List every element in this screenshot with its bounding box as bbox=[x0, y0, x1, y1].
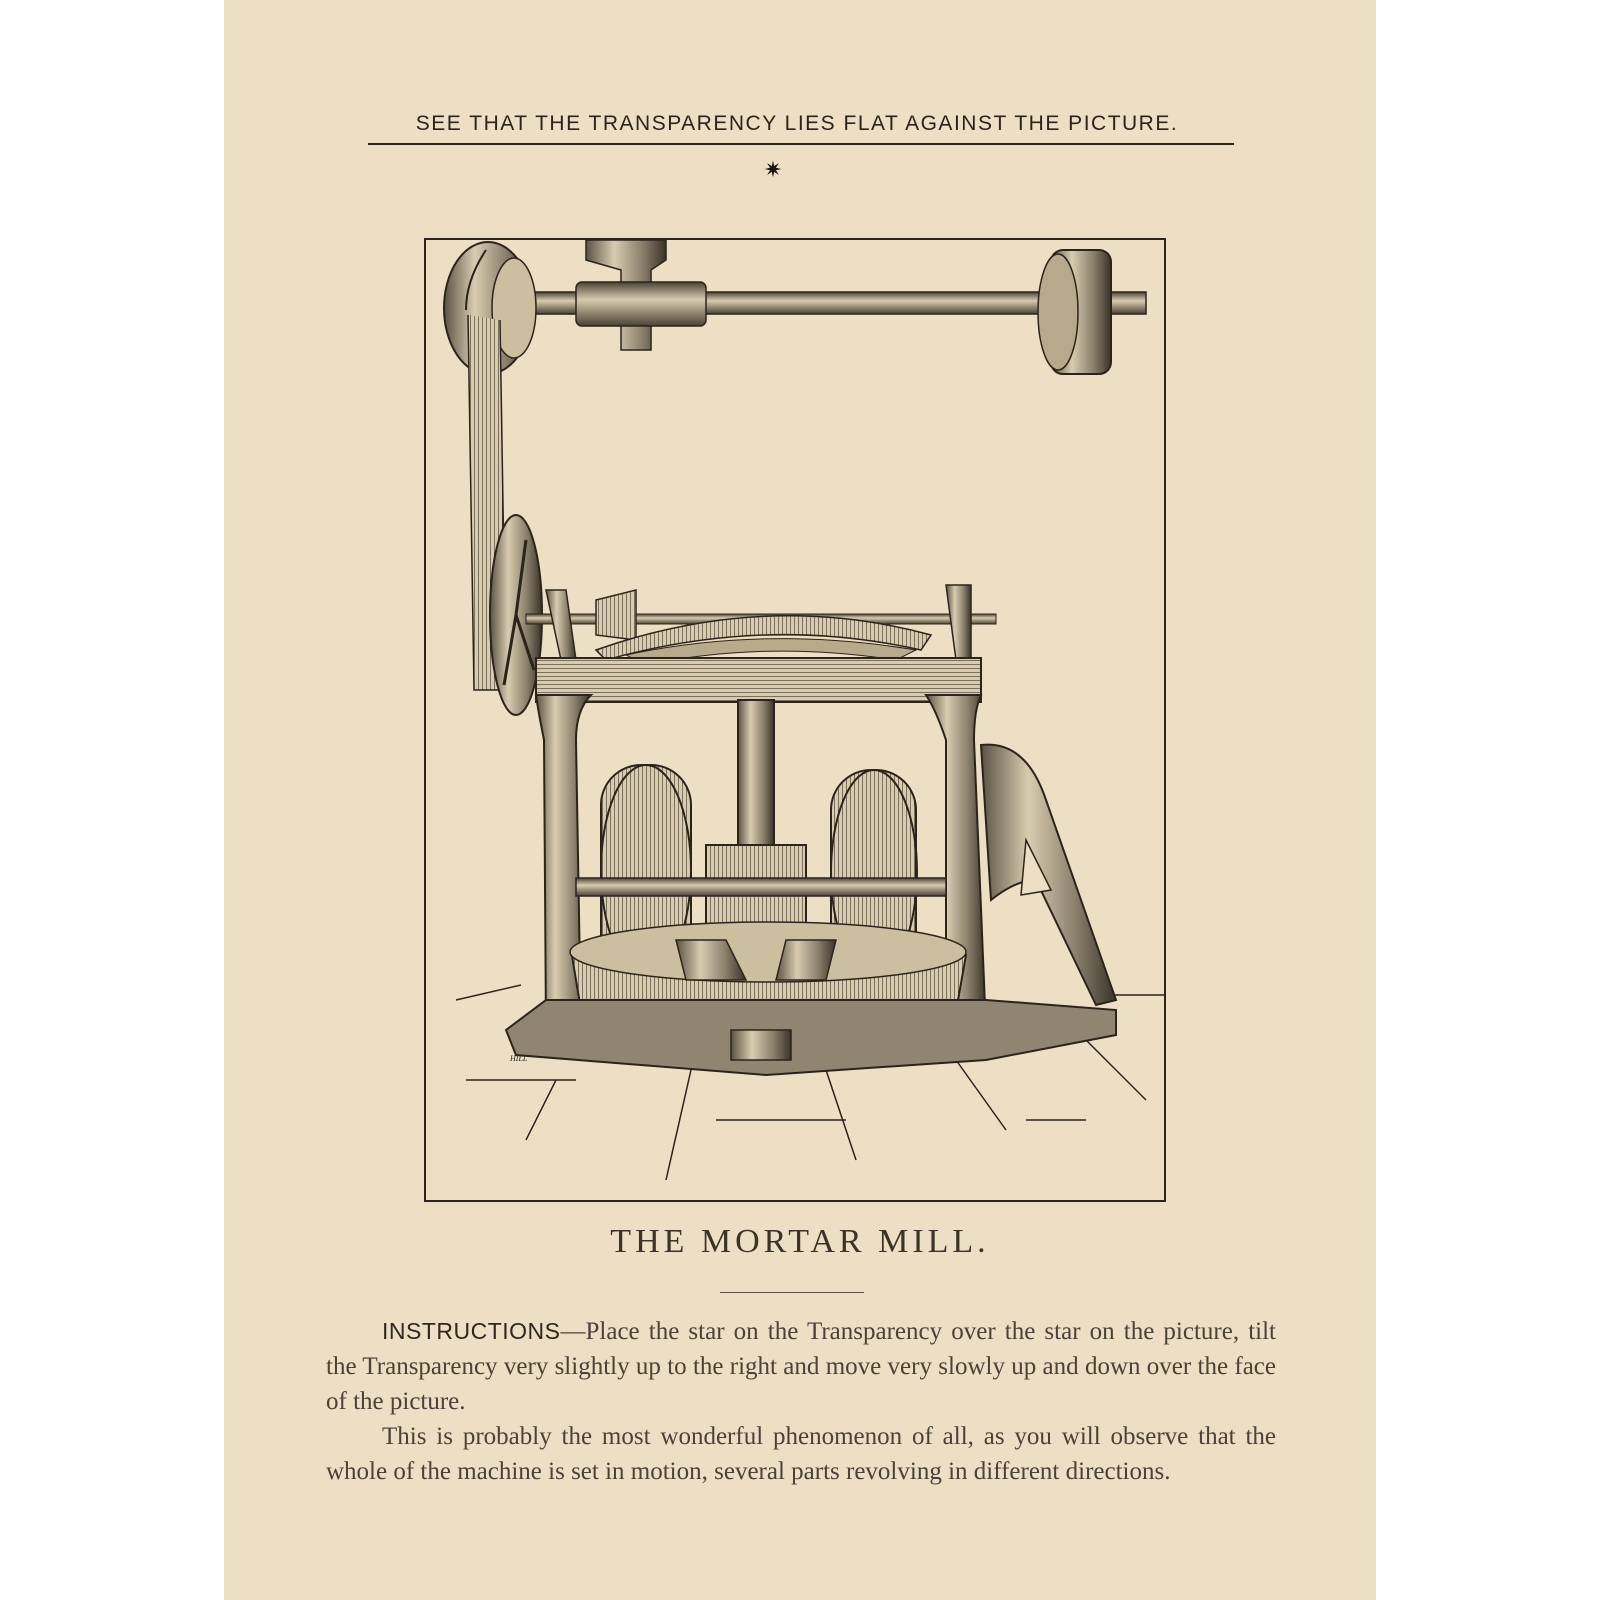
header-notice: SEE THAT THE TRANSPARENCY LIES FLAT AGAINST THE PICTURE. bbox=[415, 112, 1179, 135]
mortar-mill-engraving-icon bbox=[426, 240, 1164, 1200]
body-text bbox=[326, 1314, 1276, 1489]
instructions-text: —Place the star on the Transparency over the star on the picture, tilt the Transparency very slightly up to the right and move very slowly up and down over the face of the picture. bbox=[326, 1318, 1276, 1415]
instructions-paragraph bbox=[326, 1314, 1276, 1419]
figure-frame bbox=[424, 238, 1166, 1202]
star-icon: ✷ bbox=[763, 158, 783, 183]
header-rule bbox=[368, 143, 1234, 145]
description-paragraph: This is probably the most wonderful phenomenon of all, as you will observe that the whole of the machine is set in motion, several parts revolving in different directions. bbox=[326, 1423, 1276, 1485]
instructions-label: INSTRUCTIONS bbox=[382, 1318, 561, 1344]
engraver-signature: HILL bbox=[510, 1054, 528, 1063]
book-page bbox=[224, 0, 1376, 1600]
title-rule bbox=[720, 1292, 864, 1293]
figure-title: THE MORTAR MILL. bbox=[610, 1223, 990, 1260]
